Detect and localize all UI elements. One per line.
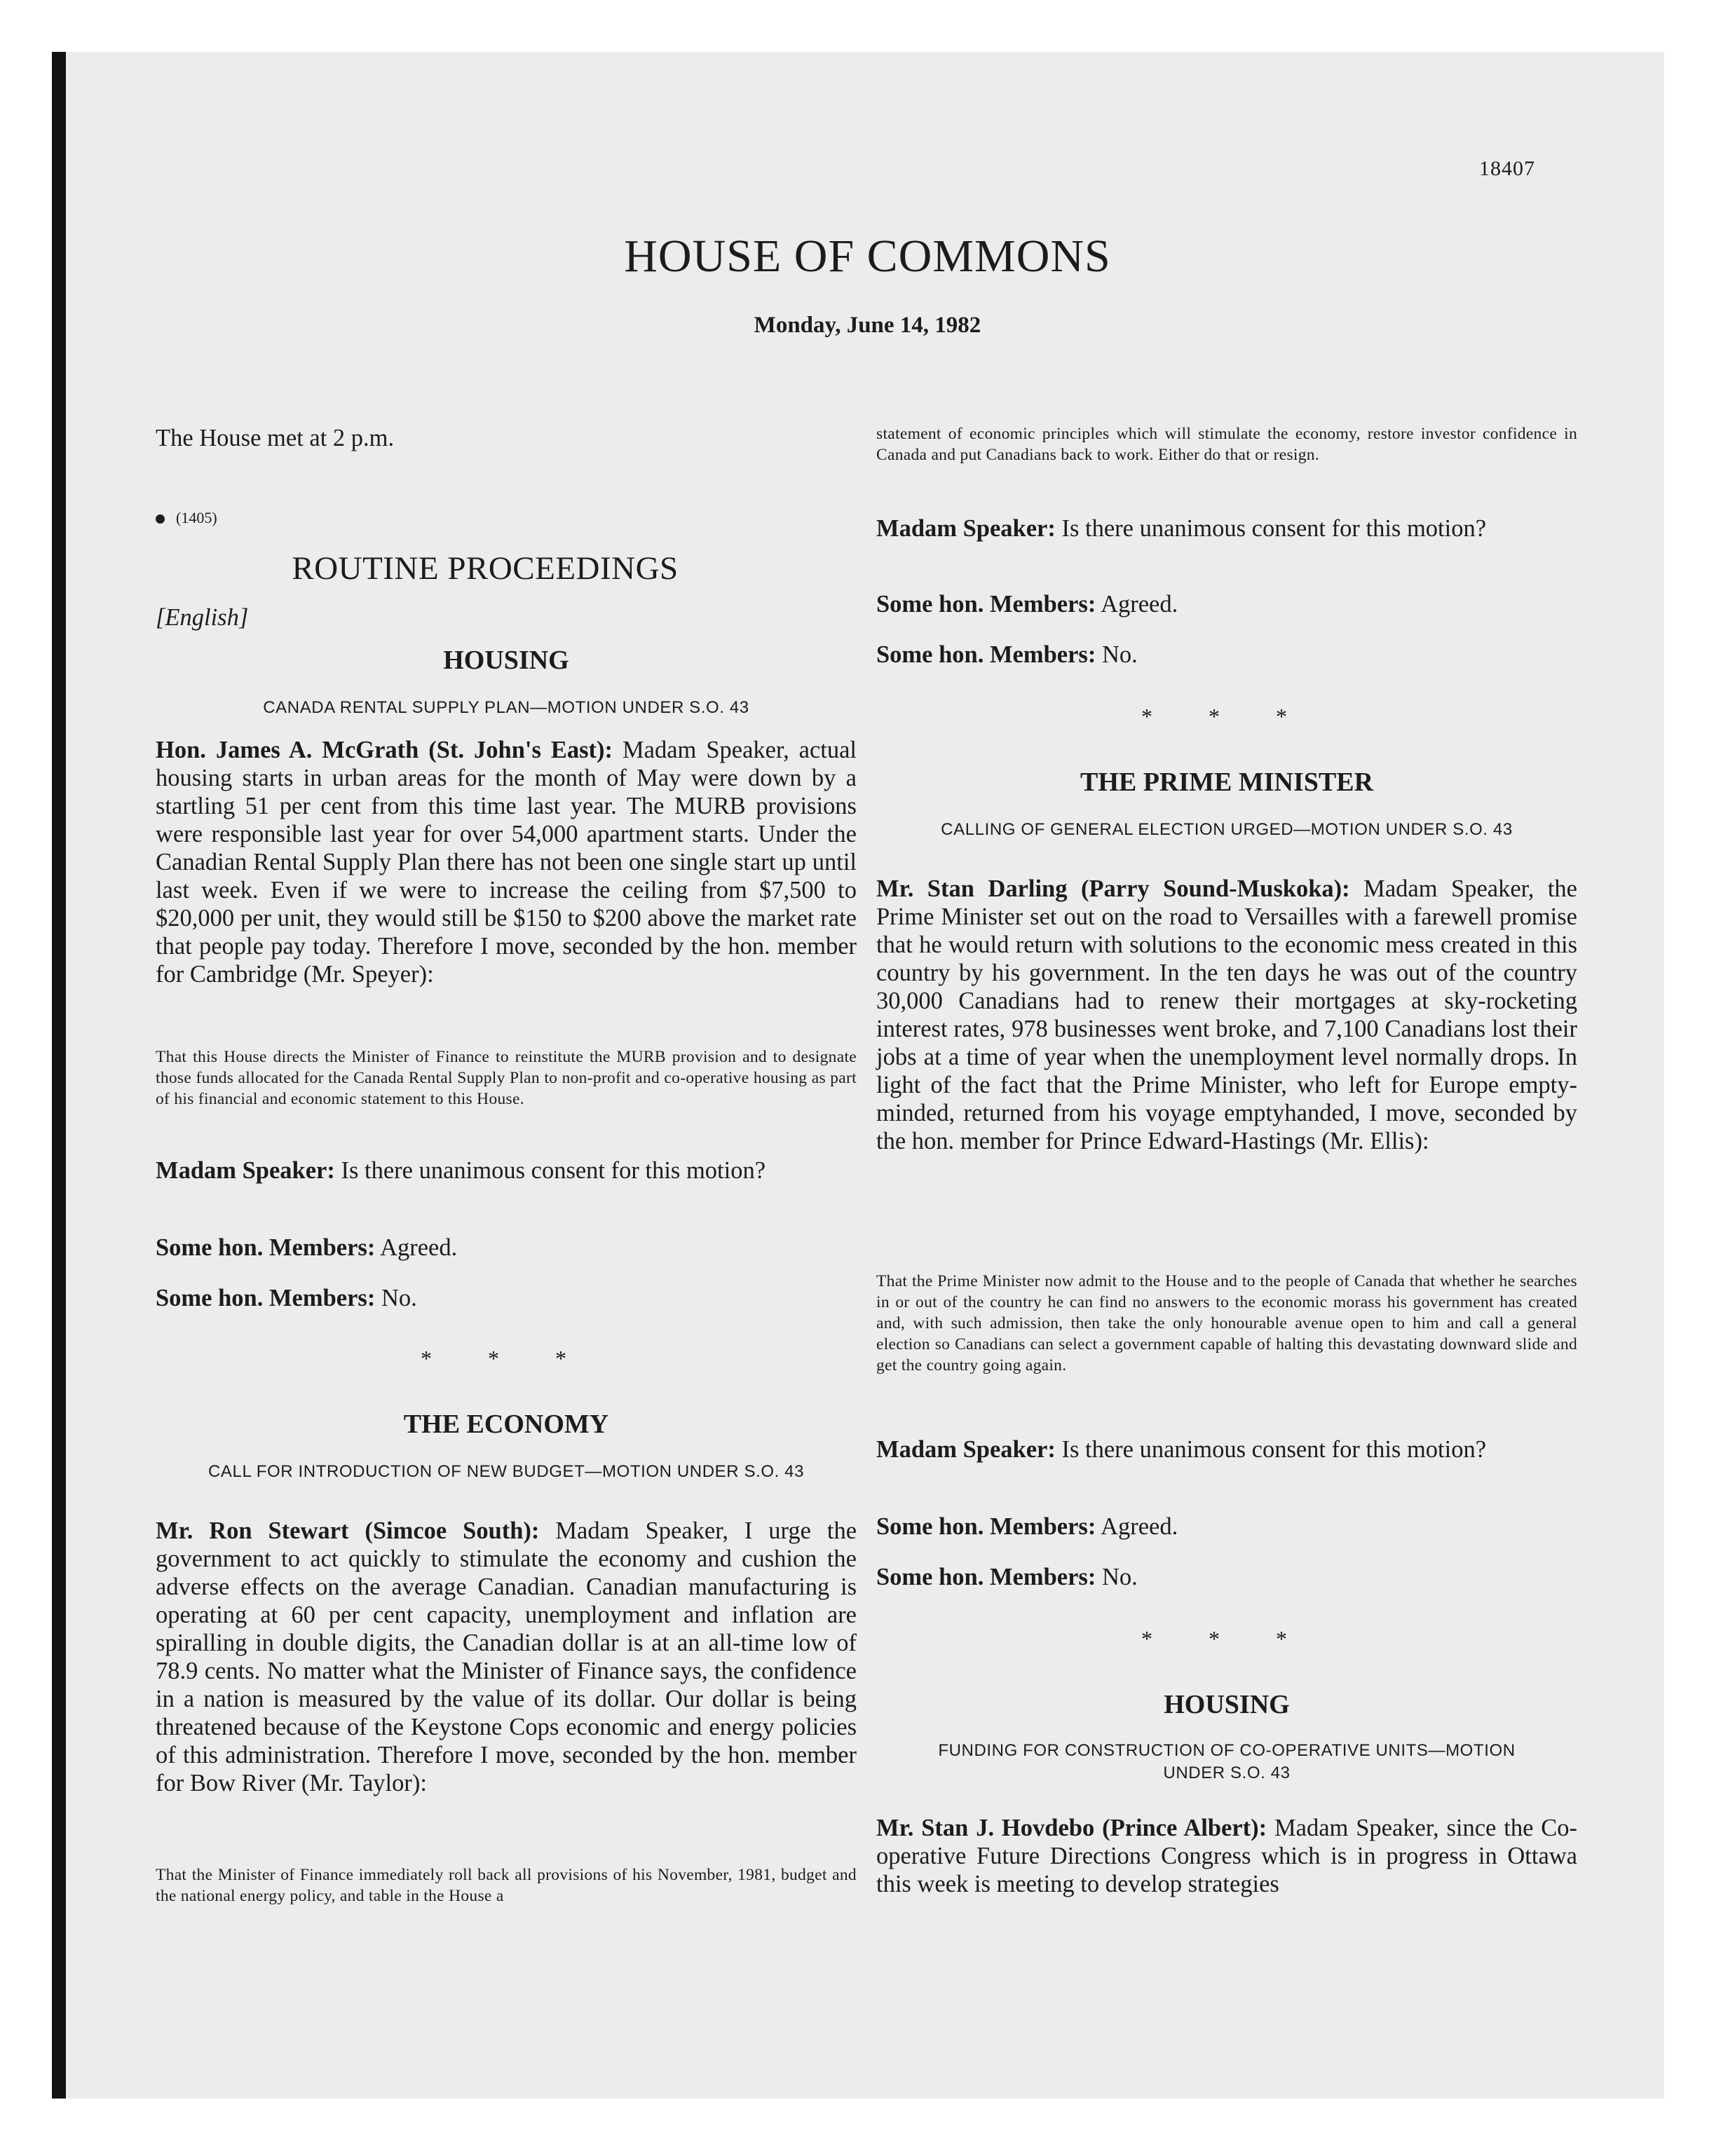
subheading-co-operative: FUNDING FOR CONSTRUCTION OF CO-OPERATIVE UNITS—MOTION UNDER S.O. 43 xyxy=(938,1741,1516,1782)
bullet-icon xyxy=(156,514,165,524)
section-divider-2: * * * xyxy=(1141,1626,1312,1651)
language-tag: [English] xyxy=(156,604,249,631)
speaker-question: Madam Speaker: Is there unanimous consent for this motion? xyxy=(876,515,1487,542)
motion-darling: That the Prime Minister now admit to the House and to the people of Canada that whether he searches in or out of the country he can find no answers to the economic morass his government has created and, with such admission, then take the only honourable avenue open to him and call a general election so Canadians can select a government capable of halting this devastating downward slide and get the country going again. xyxy=(876,1272,1577,1374)
page-title: HOUSE OF COMMONS xyxy=(624,231,1111,282)
subheading-new-budget: CALL FOR INTRODUCTION OF NEW BUDGET—MOTION UNDER S.O. 43 xyxy=(207,1462,805,1481)
speech-mcgrath: Hon. James A. McGrath (St. John's East): Madam Speaker, actual housing starts in urban areas for the month of May were down by a startling 51 per cent from this time last year. The MURB provisions were responsible last year for over 54,000 apartment starts. Under the Canadian Rental Supply Plan there has not been one single start up until last week. Even if we were to increase the ceiling from $7,500 to $20,000 per unit, they would still be $150 to $200 above the market rate that people pay today. Therefore I move, seconded by the hon. member for Cambridge (Mr. Speyer): xyxy=(156,737,857,988)
heading-housing: HOUSING xyxy=(443,646,569,675)
sitting-date: Monday, June 14, 1982 xyxy=(754,313,981,338)
speech-darling: Mr. Stan Darling (Parry Sound-Muskoka): Madam Speaker, the Prime Minister set out on the road to Versailles with a farewell promise that he would return with solutions to the economic mess created in this country by his government. In the ten days he was out of the country 30,000 Canadians had to renew their mortgages at sky-rocketing interest rates, 978 businesses went broke, and 7,100 Canadians lost their jobs at a time of year when the unemployment level normally drops. In light of the fact that the Prime Minister, who left for Europe empty-minded, returned from his voyage emptyhanded, I move, seconded by the hon. member for Prince Edward-Hastings (Mr. Ellis): xyxy=(876,875,1577,1154)
subheading-general-election: CALLING OF GENERAL ELECTION URGED—MOTION UNDER S.O. 43 xyxy=(941,820,1513,839)
speaker-question-2: Madam Speaker: Is there unanimous consent for this motion? xyxy=(876,1436,1487,1463)
motion-stewart-cont: statement of economic principles which will stimulate the economy, restore investor confidence in Canada and put Canadians back to work. Either do that or resign. xyxy=(876,425,1577,464)
binding-edge xyxy=(52,52,66,2099)
subheading-rental-supply: CANADA RENTAL SUPPLY PLAN—MOTION UNDER S.O. 43 xyxy=(263,698,749,717)
members-no: Some hon. Members: No. xyxy=(876,641,1138,668)
heading-economy: THE ECONOMY xyxy=(403,1410,609,1439)
members-agreed: Some hon. Members: Agreed. xyxy=(876,591,1178,618)
opening-line: The House met at 2 p.m. xyxy=(156,425,395,451)
section-divider: * * * xyxy=(1141,704,1312,729)
members-no-2: Some hon. Members: No. xyxy=(876,1564,1138,1590)
section-heading-routine: ROUTINE PROCEEDINGS xyxy=(292,550,679,587)
speech-stewart: Mr. Ron Stewart (Simcoe South): Madam Speaker, I urge the government to act quickly to stimulate the economy and cushion the adverse effects on the average Canadian. Canadian manufacturing is operating at 60 per cent capacity, unemployment and inflation are spiralling in double digits, the Canadian dollar is at an all-time low of 78.9 cents. No matter what the Minister of Finance says, the confidence in a nation is measured by the value of its dollar. Our dollar is being threatened because of the Keystone Cops economic and energy policies of this administration. Therefore I move, seconded by the hon. member for Bow River (Mr. Taylor): xyxy=(156,1517,857,1796)
members-agreed: Some hon. Members: Agreed. xyxy=(156,1234,458,1261)
time-marker: (1405) xyxy=(156,509,217,527)
speech-hovdebo: Mr. Stan J. Hovdebo (Prince Albert): Madam Speaker, since the Co-operative Future Directions Congress which is in progress in Ottawa this week is meeting to develop strategies xyxy=(876,1815,1578,1897)
motion-stewart: That the Minister of Finance immediately roll back all provisions of his November, 1981, budget and the national energy policy, and table in the House a xyxy=(156,1866,857,1905)
members-no: Some hon. Members: No. xyxy=(156,1285,417,1311)
members-agreed-2: Some hon. Members: Agreed. xyxy=(876,1513,1178,1540)
section-divider: * * * xyxy=(421,1346,592,1371)
speaker-question: Madam Speaker: Is there unanimous consent for this motion? xyxy=(156,1157,766,1184)
page-number: 18407 xyxy=(1479,157,1535,180)
heading-housing-2: HOUSING xyxy=(1164,1690,1290,1719)
heading-prime-minister: THE PRIME MINISTER xyxy=(1080,767,1374,797)
motion-mcgrath: That this House directs the Minister of Finance to reinstitute the MURB provision and to designate those funds allocated for the Canada Rental Supply Plan to non-profit and co-operative housing as part of his financial and economic statement to this House. xyxy=(156,1048,857,1108)
